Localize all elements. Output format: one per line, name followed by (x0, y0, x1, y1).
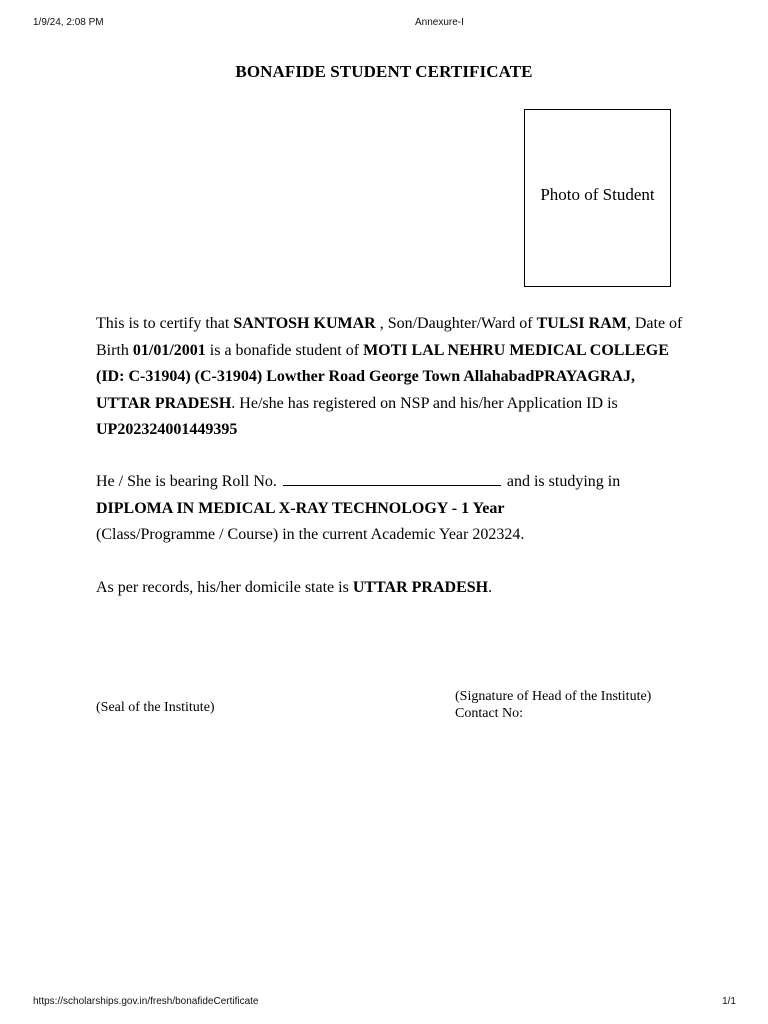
contact-label: Contact No: (455, 706, 524, 721)
print-page-number: 1/1 (722, 996, 736, 1007)
student-name: SANTOSH KUMAR (233, 315, 376, 332)
roll-no-text: He / She is bearing Roll No. (96, 473, 281, 490)
course-name: DIPLOMA IN MEDICAL X-RAY TECHNOLOGY - 1 Year (96, 499, 505, 517)
registered-text: . He/she has registered on NSP and his/her Application ID is (231, 394, 618, 412)
studying-in-text: and is studying in (502, 473, 621, 490)
seal-label: (Seal of the Institute) (96, 700, 215, 715)
ward-of-text: , Son/Daughter/Ward of (375, 315, 537, 332)
course-paragraph (96, 469, 686, 549)
parent-name: TULSI RAM (536, 315, 627, 332)
domicile-end: . (488, 579, 493, 596)
photo-placeholder-label: Photo of Student (540, 185, 655, 204)
print-url: https://scholarships.gov.in/fresh/bonafideCertificate (33, 996, 259, 1007)
application-id: UP202324001449395 (96, 421, 238, 438)
domicile-state: UTTAR PRADESH (352, 579, 489, 596)
print-datetime: 1/9/24, 2:08 PM (33, 17, 104, 28)
institute-name: MOTI LAL NEHRU MEDICAL COLLEGE (ID: C-31904) (C-31904) Lowther Road George Town AllahabadPRAYAGRAJ, UTTAR PRADESH (96, 341, 669, 412)
roll-number-blank (283, 470, 501, 486)
dob-text: , Date of Birth (96, 315, 683, 359)
print-page-title: Annexure-I (415, 17, 464, 28)
certify-text: This is to certify that (96, 315, 234, 332)
academic-year-text: (Class/Programme / Course) in the current Academic Year 202324. (96, 526, 525, 543)
photo-placeholder-box (524, 109, 671, 287)
signature-block (455, 688, 651, 722)
certification-paragraph (96, 311, 686, 444)
date-of-birth: 01/01/2001 (132, 341, 206, 359)
signature-label: (Signature of Head of the Institute) (455, 689, 652, 704)
bonafide-text: is a bonafide student of (205, 341, 364, 359)
domicile-paragraph (96, 575, 686, 602)
domicile-text: As per records, his/her domicile state is (96, 579, 353, 596)
certificate-title: BONAFIDE STUDENT CERTIFICATE (235, 62, 533, 81)
